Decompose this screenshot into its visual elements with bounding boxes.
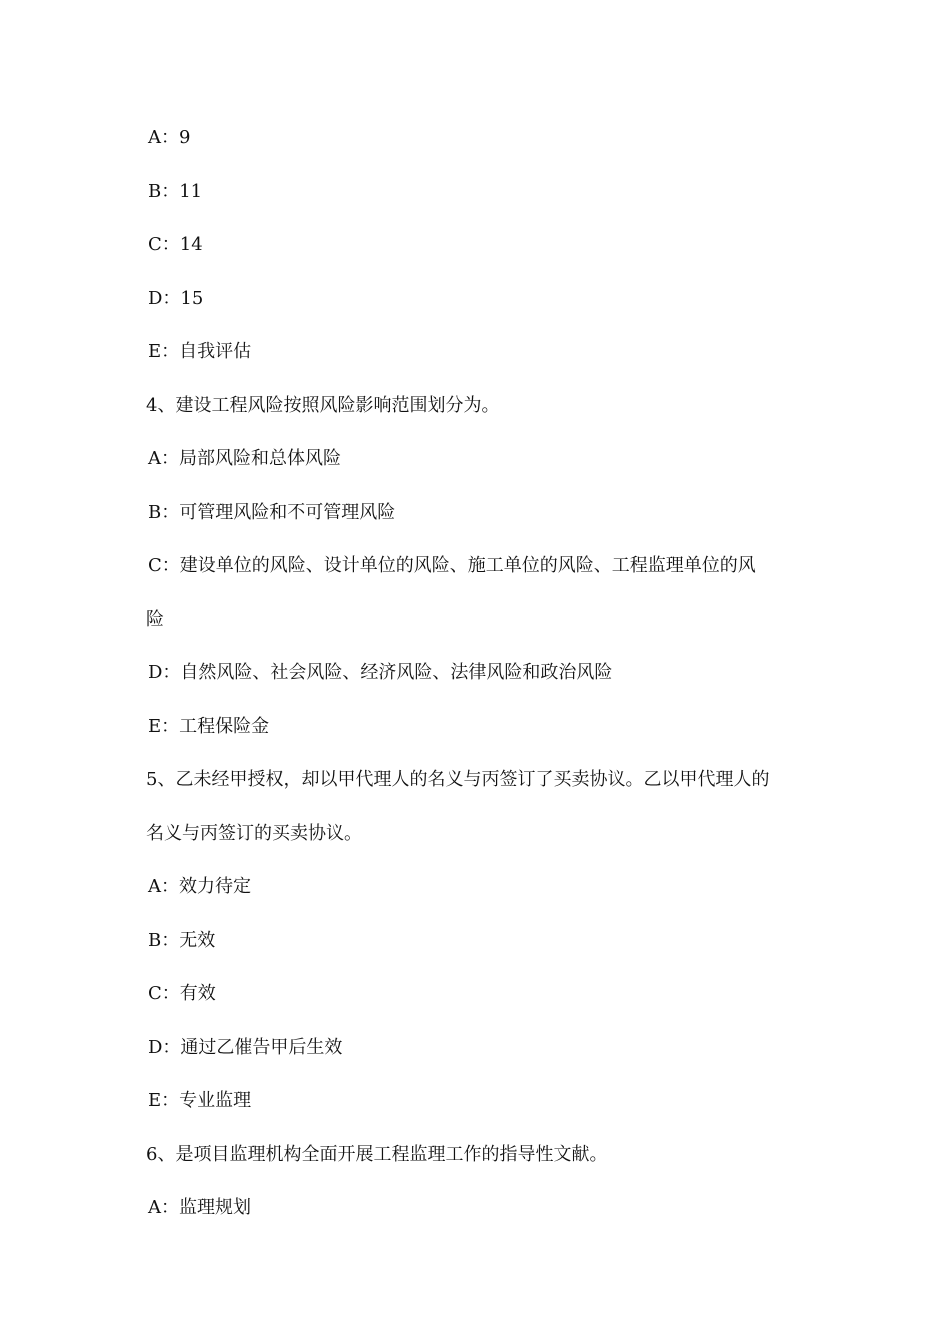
q3-option-b: B：11 [148, 181, 203, 202]
q5-option-a: A：效力待定 [148, 876, 251, 897]
q5-option-d: D：通过乙催告甲后生效 [148, 1037, 343, 1058]
q3-option-c: C：14 [148, 234, 203, 255]
q4-option-a: A：局部风险和总体风险 [148, 448, 341, 469]
q6-stem: 6、是项目监理机构全面开展工程监理工作的指导性文献。 [146, 1144, 608, 1165]
q4-option-b: B：可管理风险和不可管理风险 [148, 502, 396, 523]
q4-option-c-continued: 险 [146, 609, 164, 630]
q4-stem: 4、建设工程风险按照风险影响范围划分为。 [146, 395, 500, 416]
q6-option-a: A：监理规划 [148, 1197, 251, 1218]
q3-option-a: A：9 [148, 127, 191, 148]
q4-option-c: C：建设单位的风险、设计单位的风险、施工单位的风险、工程监理单位的风 [148, 555, 756, 576]
q5-option-b: B：无效 [148, 930, 216, 951]
q5-option-e: E：专业监理 [148, 1090, 252, 1111]
q5-option-c: C：有效 [148, 983, 216, 1004]
q5-stem-line1: 5、乙未经甲授权，却以甲代理人的名义与丙签订了买卖协议。乙以甲代理人的 [146, 769, 770, 790]
q4-option-e: E：工程保险金 [148, 716, 270, 737]
q4-option-d: D：自然风险、社会风险、经济风险、法律风险和政治风险 [148, 662, 613, 683]
q3-option-d: D：15 [148, 288, 204, 309]
q5-stem-line2: 名义与丙签订的买卖协议。 [146, 823, 362, 844]
q3-option-e: E：自我评估 [148, 341, 252, 362]
